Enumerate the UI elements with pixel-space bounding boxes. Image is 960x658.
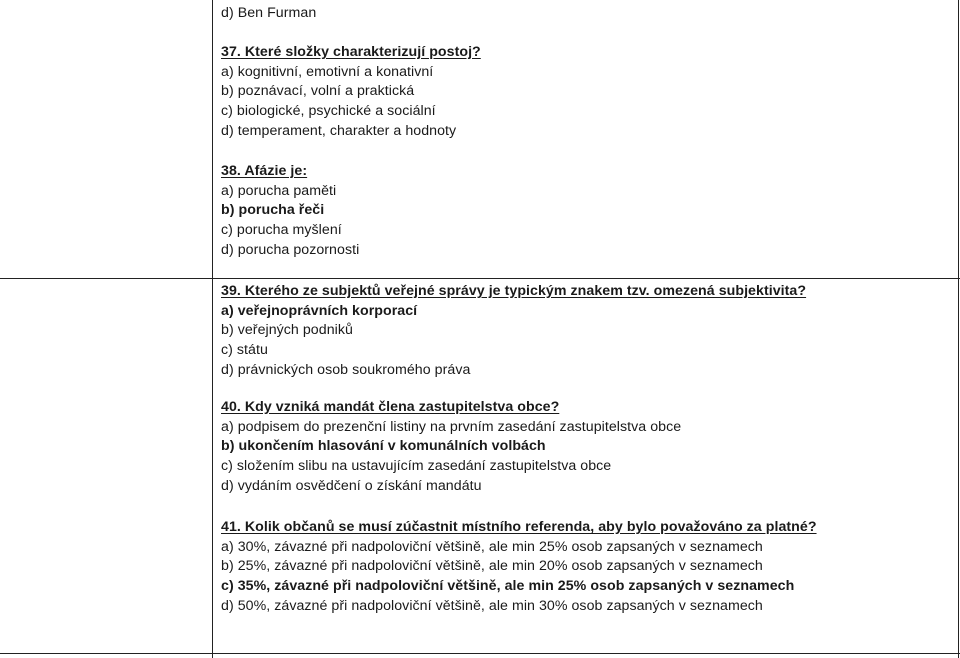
table-bottom-border bbox=[0, 653, 960, 654]
question-39-answer-d: d) právnických osob soukromého práva bbox=[221, 361, 471, 378]
question-37-answer-c: c) biologické, psychické a sociální bbox=[221, 103, 436, 120]
question-39-block bbox=[221, 282, 951, 381]
question-39-answer-a: a) veřejnoprávních korporací bbox=[221, 302, 418, 319]
previous-answer-d: d) Ben Furman bbox=[221, 5, 317, 21]
question-41-answer-d: d) 50%, závazné při nadpoloviční většině, ale min 30% osob zapsaných v seznamech bbox=[221, 597, 763, 614]
question-40-answer-d: d) vydáním osvědčení o získání mandátu bbox=[221, 477, 482, 494]
table-border-left bbox=[212, 0, 213, 658]
question-39-answer-c: c) státu bbox=[221, 342, 268, 359]
question-38-answer-a: a) porucha paměti bbox=[221, 182, 337, 199]
table-border-right bbox=[958, 0, 959, 658]
question-37-answer-a: a) kognitivní, emotivní a konativní bbox=[221, 63, 434, 80]
question-40-title: 40. Kdy vzniká mandát člena zastupitelstva obce? bbox=[221, 399, 560, 415]
question-41-block bbox=[221, 518, 951, 617]
question-37-answer-b: b) poznávací, volní a praktická bbox=[221, 83, 415, 100]
question-38-answer-d: d) porucha pozornosti bbox=[221, 241, 360, 258]
question-38-block bbox=[221, 162, 951, 261]
question-41-title: 41. Kolik občanů se musí zúčastnit místního referenda, aby bylo považováno za platné? bbox=[221, 519, 817, 535]
question-40-answer-c: c) složením slibu na ustavujícím zasedání zastupitelstva obce bbox=[221, 458, 612, 475]
question-40-answer-b: b) ukončením hlasování v komunálních volbách bbox=[221, 438, 546, 455]
question-38-answer-c: c) porucha myšlení bbox=[221, 222, 342, 239]
question-38-answer-b: b) porucha řeči bbox=[221, 202, 325, 219]
question-40-block bbox=[221, 398, 951, 497]
previous-answer-block bbox=[221, 4, 951, 24]
question-40-answer-a: a) podpisem do prezenční listiny na prvním zasedání zastupitelstva obce bbox=[221, 418, 682, 435]
question-41-answer-a: a) 30%, závazné při nadpoloviční většině, ale min 25% osob zapsaných v seznamech bbox=[221, 538, 763, 555]
question-38-title: 38. Afázie je: bbox=[221, 163, 308, 179]
question-39-answer-b: b) veřejných podniků bbox=[221, 322, 353, 339]
question-37-answer-d: d) temperament, charakter a hodnoty bbox=[221, 122, 457, 139]
question-41-answer-b: b) 25%, závazné při nadpoloviční většině, ale min 20% osob zapsaných v seznamech bbox=[221, 558, 763, 575]
question-37-title: 37. Které složky charakterizují postoj? bbox=[221, 44, 481, 60]
question-39-title: 39. Kterého ze subjektů veřejné správy je typickým znakem tzv. omezená subjektivita? bbox=[221, 283, 807, 299]
table-row-divider bbox=[0, 278, 960, 279]
question-41-answer-c: c) 35%, závazné při nadpoloviční většině, ale min 25% osob zapsaných v seznamech bbox=[221, 578, 795, 595]
question-37-block bbox=[221, 43, 951, 142]
